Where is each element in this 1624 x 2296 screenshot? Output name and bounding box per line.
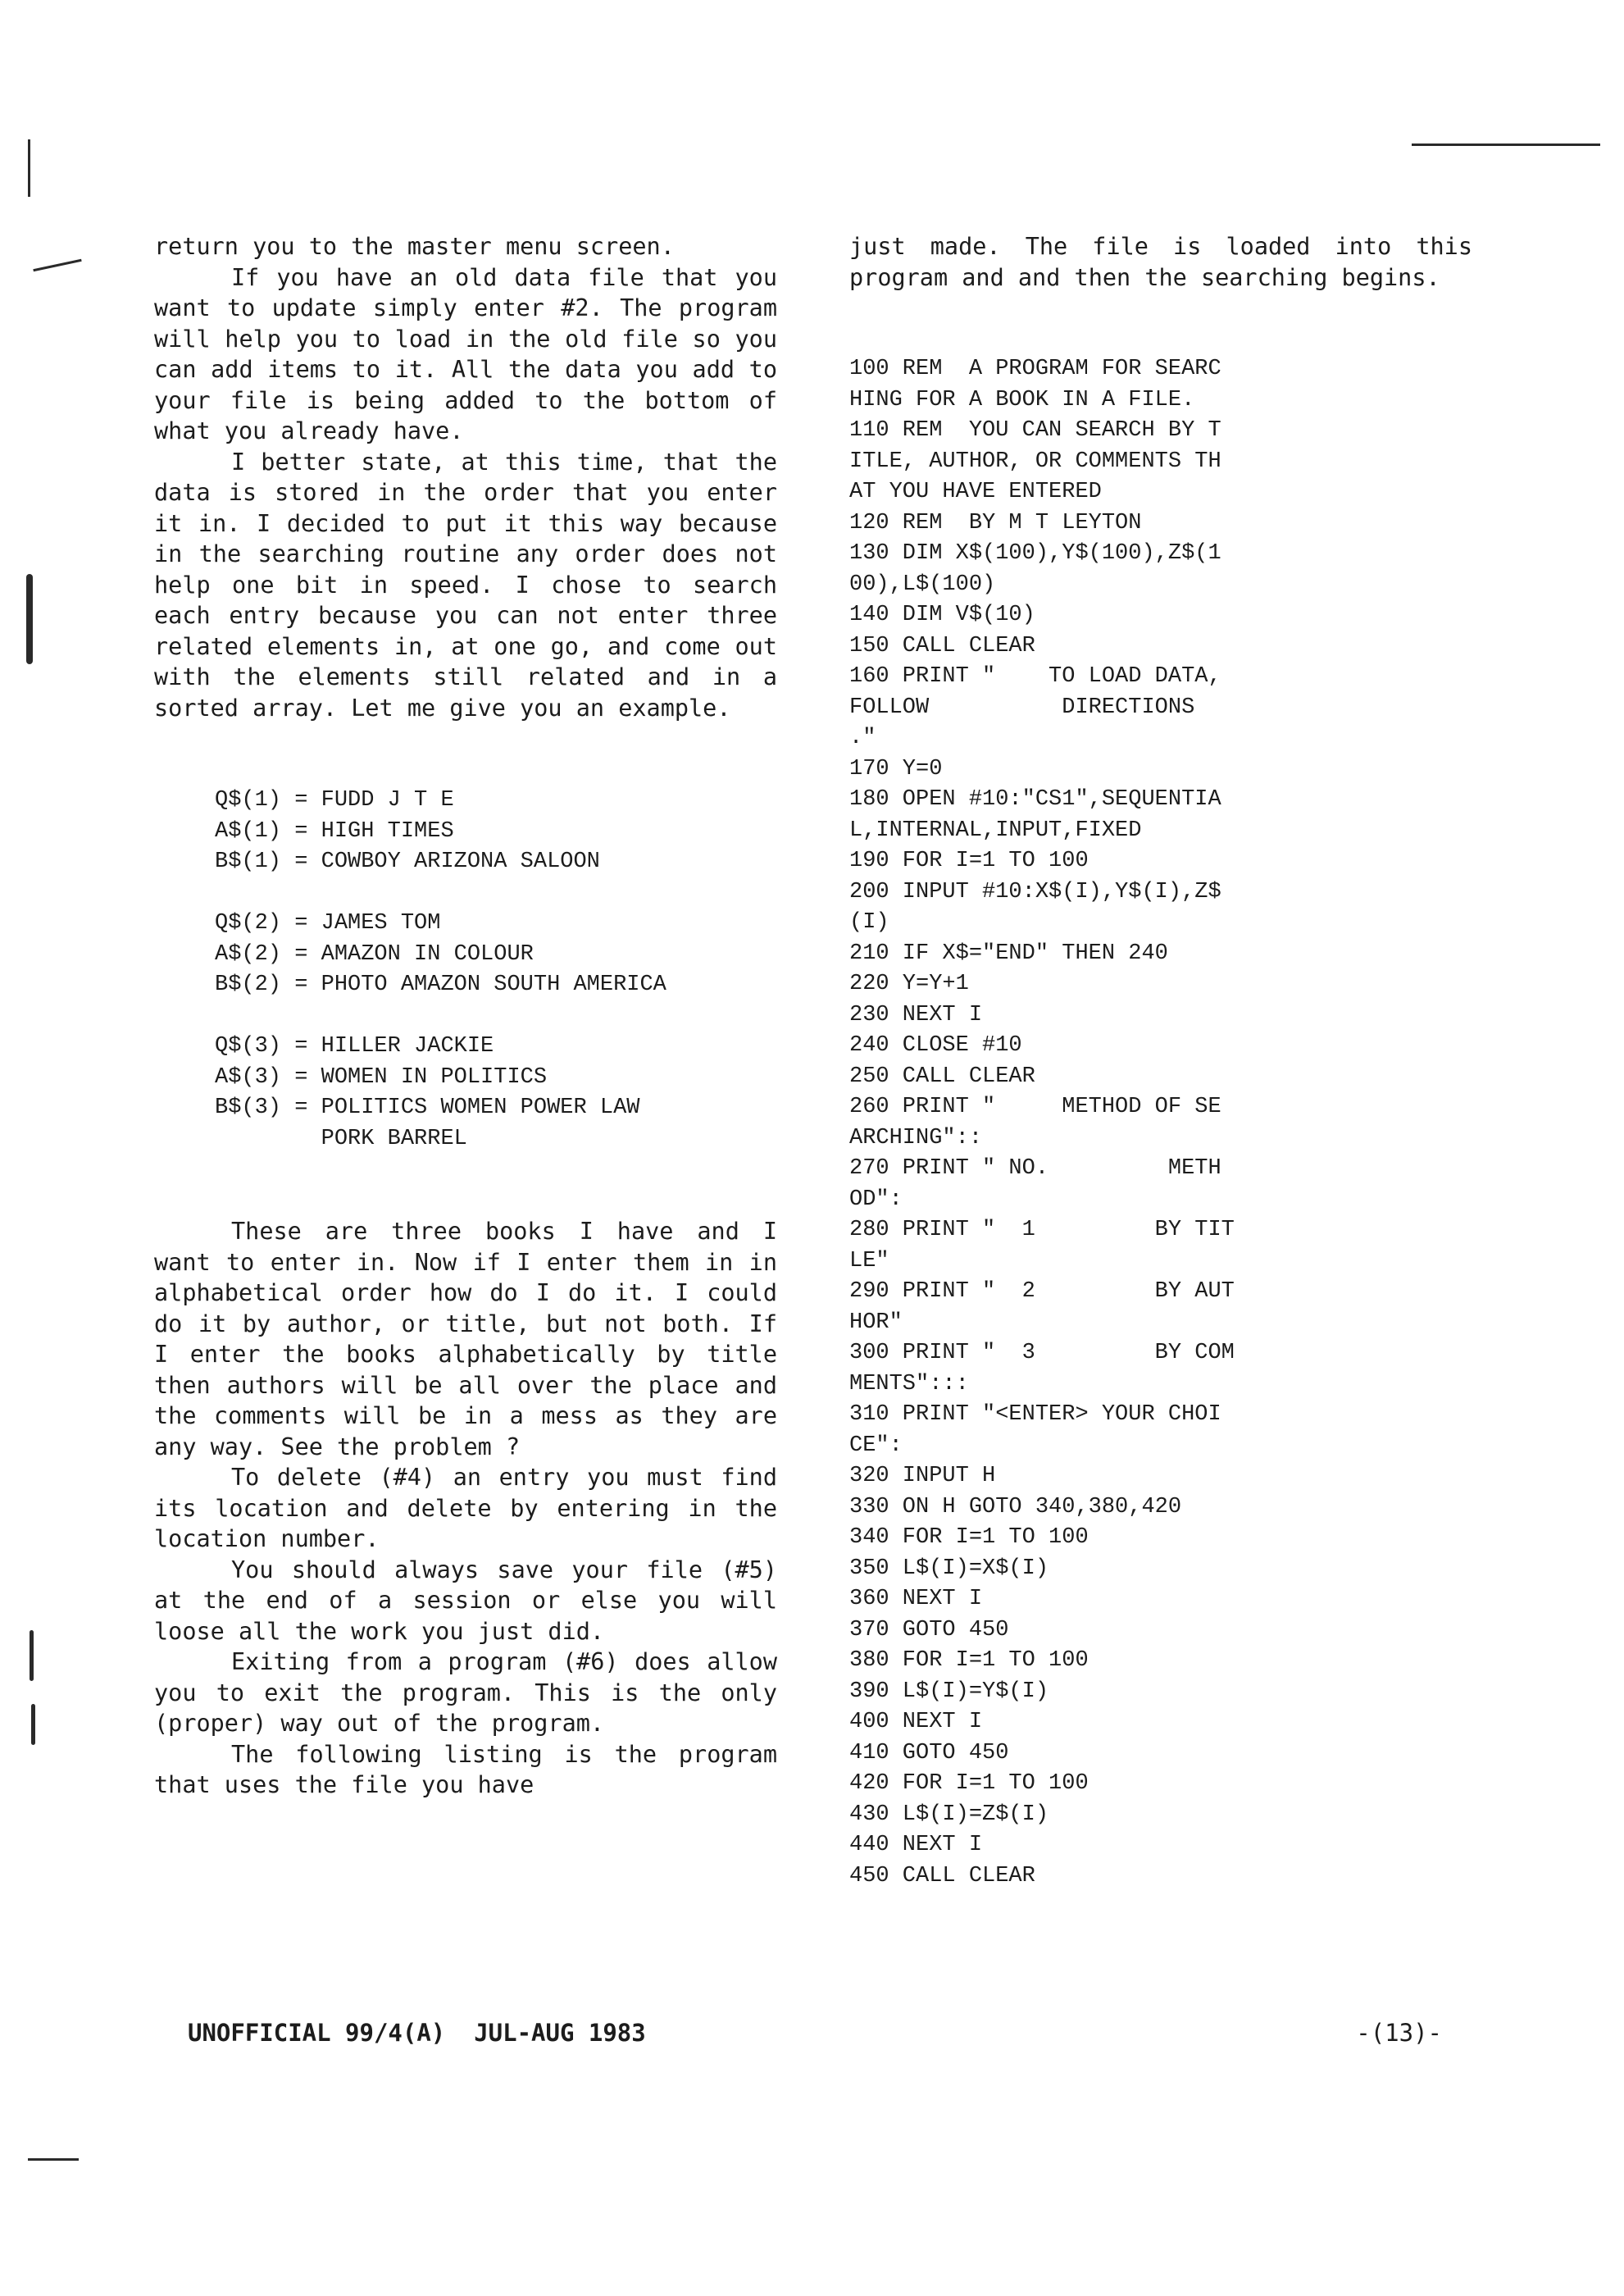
variable-line: Q$(1) = FUDD J T E — [215, 788, 454, 813]
code-line: 260 PRINT " METHOD OF SE — [849, 1095, 1221, 1119]
code-line: 340 FOR I=1 TO 100 — [849, 1525, 1089, 1550]
code-line: 240 CLOSE #10 — [849, 1033, 1022, 1058]
variable-line: Q$(2) = JAMES TOM — [215, 911, 441, 936]
program-listing — [849, 354, 1472, 1892]
variable-line: A$(3) = WOMEN IN POLITICS — [215, 1064, 548, 1090]
variable-line: Q$(3) = HILLER JACKIE — [215, 1034, 494, 1059]
variable-line: A$(2) = AMAZON IN COLOUR — [215, 941, 534, 967]
page-number: -(13)- — [1356, 2019, 1442, 2047]
left-prose-top — [154, 231, 777, 723]
variable-line: B$(1) = COWBOY ARIZONA SALOON — [215, 850, 600, 874]
left-prose-bottom — [154, 1216, 777, 1801]
footer-publication: UNOFFICIAL 99/4(A) JUL-AUG 1983 — [188, 2019, 646, 2047]
code-line: 420 FOR I=1 TO 100 — [849, 1771, 1089, 1796]
code-line: 350 L$(I)=X$(I) — [849, 1556, 1049, 1581]
variable-example — [215, 786, 777, 1155]
code-line: 250 CALL CLEAR — [849, 1064, 1035, 1089]
paragraph: These are three books I have and I want to enter in. Now if I enter them in in alphabetical order how do I do it. I could do it by author, or title, but not both. If I enter the books alphabetically by title then authors will be all over the place and the comments will be in a mess as they are any way. See the problem ? — [154, 1218, 777, 1460]
code-line: 160 PRINT " TO LOAD DATA, — [849, 664, 1221, 689]
scan-edge-mark — [28, 2158, 79, 2161]
code-line: 110 REM YOU CAN SEARCH BY T — [849, 418, 1221, 443]
code-line: 430 L$(I)=Z$(I) — [849, 1802, 1049, 1827]
paragraph: Exiting from a program (#6) does allow you to exit the program. This is the only (proper) way out of the program. — [154, 1648, 777, 1737]
paragraph: If you have an old data file that you want to update simply enter #2. The program will help you to load in the old file so you can add items to it. All the data you add to your file is being added to the bottom of what you already have. — [154, 263, 777, 444]
code-line: 150 CALL CLEAR — [849, 633, 1035, 658]
paragraph: You should always save your file (#5) at the end of a session or else you will loose all the work you just did. — [154, 1556, 777, 1645]
code-line: AT YOU HAVE ENTERED — [849, 480, 1102, 504]
paragraph: return you to the master menu screen. — [154, 233, 675, 260]
paragraph: To delete (#4) an entry you must find its location and delete by entering in the location number. — [154, 1464, 777, 1552]
code-line: 440 NEXT I — [849, 1833, 983, 1857]
code-line: 450 CALL CLEAR — [849, 1863, 1035, 1888]
paragraph: I better state, at this time, that the data is stored in the order that you enter it in. I decided to put it this way because in the searching routine any order does not help one bit in speed. I chose to search each entry because you can not enter three related elements in, at one go, and come out with the elements still related and in a sorted array. Let me give you an example. — [154, 448, 777, 722]
variable-group — [215, 909, 777, 1001]
code-line: 170 Y=0 — [849, 756, 943, 781]
scan-edge-mark — [1412, 144, 1600, 146]
code-line: 390 L$(I)=Y$(I) — [849, 1679, 1049, 1704]
code-line: 270 PRINT " NO. METH — [849, 1156, 1221, 1181]
code-line: 210 IF X$="END" THEN 240 — [849, 941, 1168, 966]
code-line: (I) — [849, 910, 889, 935]
variable-line: B$(2) = PHOTO AMAZON SOUTH AMERICA — [215, 973, 666, 997]
code-line: ITLE, AUTHOR, OR COMMENTS TH — [849, 449, 1221, 474]
left-column — [154, 231, 777, 1801]
code-line: ARCHING":: — [849, 1125, 983, 1150]
code-line: 410 GOTO 450 — [849, 1740, 1009, 1765]
code-line: MENTS"::: — [849, 1371, 969, 1396]
scan-edge-mark — [30, 1630, 34, 1681]
code-line: OD": — [849, 1187, 903, 1212]
variable-line: A$(1) = HIGH TIMES — [215, 818, 454, 844]
variable-line: PORK BARREL — [215, 1126, 467, 1151]
code-line: 380 FOR I=1 TO 100 — [849, 1648, 1089, 1673]
code-line: 320 INPUT H — [849, 1464, 996, 1488]
code-line: 220 Y=Y+1 — [849, 972, 969, 996]
code-line: HING FOR A BOOK IN A FILE. — [849, 387, 1195, 412]
code-line: 310 PRINT "<ENTER> YOUR CHOI — [849, 1402, 1221, 1427]
code-line: ." — [849, 726, 876, 750]
code-line: 140 DIM V$(10) — [849, 603, 1035, 627]
right-column — [849, 231, 1472, 1892]
scan-edge-mark — [33, 259, 81, 271]
code-line: 280 PRINT " 1 BY TIT — [849, 1218, 1235, 1242]
right-intro — [849, 231, 1472, 293]
code-line: 120 REM BY M T LEYTON — [849, 510, 1142, 535]
code-line: 130 DIM X$(100),Y$(100),Z$(1 — [849, 541, 1221, 566]
code-line: 400 NEXT I — [849, 1710, 983, 1734]
code-line: CE": — [849, 1433, 903, 1458]
code-line: 370 GOTO 450 — [849, 1617, 1009, 1642]
code-line: 330 ON H GOTO 340,380,420 — [849, 1494, 1182, 1519]
variable-group — [215, 786, 777, 878]
code-line: 00),L$(100) — [849, 572, 996, 597]
code-line: FOLLOW DIRECTIONS — [849, 695, 1195, 720]
code-line: 190 FOR I=1 TO 100 — [849, 849, 1089, 873]
scan-edge-mark — [28, 139, 30, 197]
paragraph: The following listing is the program that uses the file you have — [154, 1740, 777, 1798]
variable-group — [215, 1032, 777, 1155]
code-line: 230 NEXT I — [849, 1002, 983, 1027]
scan-edge-mark — [31, 1704, 35, 1745]
code-line: 100 REM A PROGRAM FOR SEARC — [849, 357, 1221, 381]
code-line: 290 PRINT " 2 BY AUT — [849, 1279, 1235, 1304]
code-line: 180 OPEN #10:"CS1",SEQUENTIA — [849, 787, 1221, 812]
code-line: LE" — [849, 1248, 889, 1273]
code-line: 300 PRINT " 3 BY COM — [849, 1341, 1235, 1365]
code-line: HOR" — [849, 1310, 903, 1335]
code-line: L,INTERNAL,INPUT,FIXED — [849, 818, 1142, 843]
scan-edge-mark — [26, 574, 33, 664]
code-line: 200 INPUT #10:X$(I),Y$(I),Z$ — [849, 879, 1221, 904]
variable-line: B$(3) = POLITICS WOMEN POWER LAW — [215, 1096, 640, 1120]
paragraph: just made. The file is loaded into this program and and then the searching begins. — [849, 233, 1472, 291]
code-line: 360 NEXT I — [849, 1587, 983, 1611]
